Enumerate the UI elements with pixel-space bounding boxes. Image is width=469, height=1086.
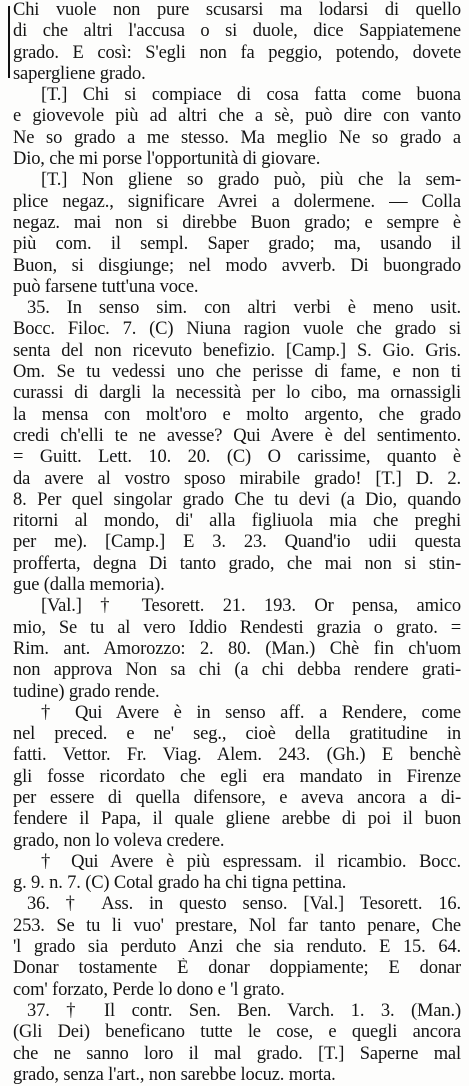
text-line: profferta, degna Di tanto grado, che mai non si stin- [13, 553, 461, 574]
text-line: 253. Se tu li vuo' prestare, Nol far tanto penare, Che [13, 915, 461, 936]
entry-text [13, 0, 461, 1086]
text-line: fatti. Vettor. Fr. Viag. Alem. 243. (Gh.) E benchè [13, 745, 461, 766]
text-line: [T.] Chi si compiace di cosa fatta come buona [41, 85, 461, 106]
text-line: mio, Se tu al vero Iddio Rendesti grazia o grato. = [13, 617, 461, 638]
text-line: grado, senza l'art., non sarebbe locuz. morta. [13, 1064, 336, 1085]
text-line: 37. † Il contr. Sen. Ben. Varch. 1. 3. (Man.) [27, 1000, 461, 1021]
text-line: per me). [Camp.] E 3. 23. Quand'io udii questa [13, 532, 461, 553]
text-line: [T.] Non gliene so grado può, più che la sem- [41, 170, 461, 191]
text-line: nel preced. e ne' seg., cioè della gratitudine in [13, 724, 461, 745]
text-line: Chi vuole non pure scusarsi ma lodarsi di quello [13, 0, 461, 20]
text-line: credi ch'elli te ne avesse? Qui Avere è del sentimento. [13, 425, 461, 446]
text-line: Om. Se tu vedessi uno che perisse di fame, e non ti [13, 362, 461, 383]
text-line: fendere il Papa, il quale gliene arebbe di poi il buon [13, 809, 461, 830]
text-line: sapergliene grado. [13, 63, 146, 84]
margin-rule [8, 6, 10, 78]
text-line: = Guitt. Lett. 10. 20. (C) O carissime, quanto è [13, 447, 461, 468]
text-line: Buon, si disgiunge; nel modo avverb. Di buongrado [13, 255, 461, 276]
text-line: Ne so grado a me stesso. Ma meglio Ne so grado a [13, 127, 461, 148]
text-line: gli fosse ricordato che egli era mandato in Firenze [13, 766, 461, 787]
text-line: ritorni al mondo, di' alla figliuola mia che preghi [13, 511, 461, 532]
text-line: che ne sanno loro il mal grado. [T.] Saperne mal [13, 1043, 461, 1064]
text-line: Bocc. Filoc. 7. (C) Niuna ragion vuole che grado si [13, 319, 461, 340]
text-line: da avere al vostro sposo mirabile grado! [T.] D. 2. [13, 468, 461, 489]
text-line: per essere di quella difensore, e aveva ancora a di- [13, 787, 461, 808]
text-line: 8. Per quel singolar grado Che tu devi (a Dio, quando [13, 489, 461, 510]
text-line: grado, non lo voleva credere. [13, 830, 225, 851]
text-line: può farsene tutt'una voce. [13, 276, 199, 297]
text-line: 35. In senso sim. con altri verbi è meno usit. [27, 298, 461, 319]
text-line: (Gli Dei) beneficano tutte le cose, e quegli ancora [13, 1022, 461, 1043]
text-line: più com. il sempl. Saper grado; ma, usando il [13, 234, 461, 255]
text-line: com' forzato, Perde lo dono e 'l grato. [13, 979, 285, 1000]
text-line: 'l grado sia perduto Anzi che sia renduto. E 15. 64. [13, 937, 461, 958]
text-line: curassi di dargli la necessità per lo cibo, ma ornassigli [13, 383, 461, 404]
text-line: [Val.] † Tesorett. 21. 193. Or pensa, amico [41, 596, 461, 617]
text-line: non approva Non sa chi (a chi debba rendere grati- [13, 660, 461, 681]
text-line: senta del non ricevuto benefizio. [Camp.] S. Gio. Gris. [13, 340, 461, 361]
text-line: e giovevole più ad altri che a sè, può dire con vanto [13, 106, 461, 127]
text-line: gue (dalla memoria). [13, 575, 165, 596]
text-line: grado. E così: S'egli non fa peggio, potendo, dovete [13, 42, 461, 63]
text-line: di che altri l'accusa o si duole, dice Sappiatemene [13, 21, 461, 42]
text-line: tudine) grado rende. [13, 681, 160, 702]
text-line: Rim. ant. Amorozzo: 2. 80. (Man.) Chè fin ch'uom [13, 638, 461, 659]
text-line: plice negaz., significare Avrei a dolermene. — Colla [13, 191, 461, 212]
text-line: la mensa con molt'oro e molto argento, che grado [13, 404, 461, 425]
text-line: † Qui Avere è più espressam. il ricambio. Bocc. [41, 851, 461, 872]
text-line: g. 9. n. 7. (C) Cotal grado ha chi tigna pettina. [13, 873, 347, 894]
text-line: Donar tostamente È donar doppiamente; E donar [13, 958, 461, 979]
text-line: Dio, che mi porse l'opportunità di giovare. [13, 149, 321, 170]
text-line: negaz. mai non si direbbe Buon grado; e sempre è [13, 212, 461, 233]
text-line: † Qui Avere è in senso aff. a Rendere, come [41, 702, 461, 723]
text-line: 36. † Ass. in questo senso. [Val.] Tesorett. 16. [27, 894, 461, 915]
